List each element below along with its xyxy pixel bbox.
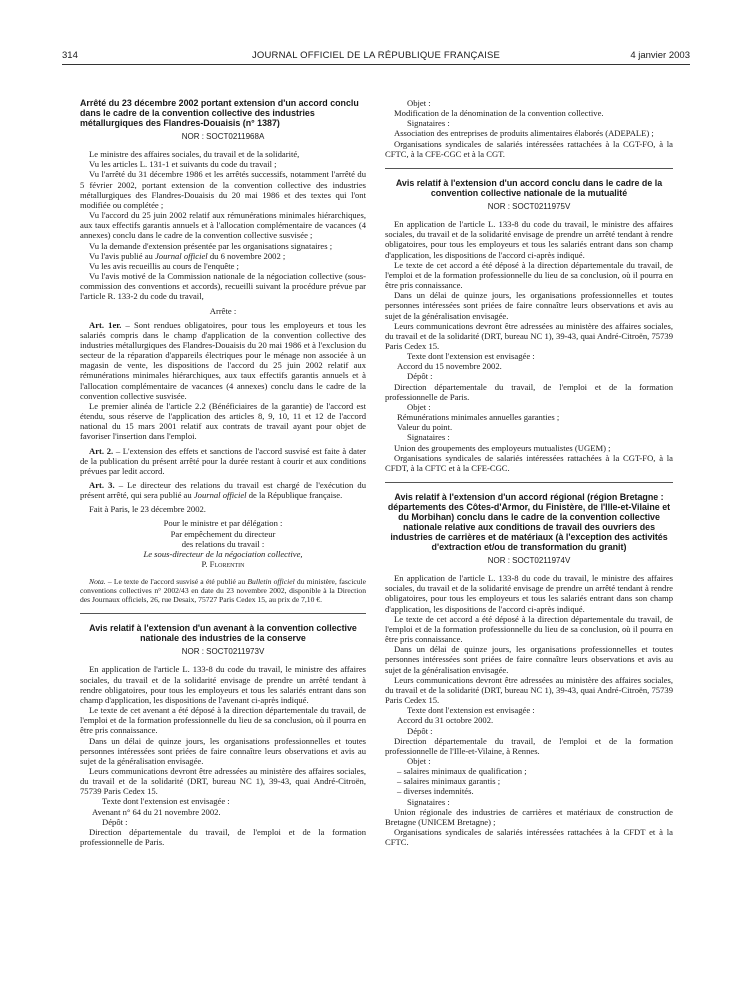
avis2-nor: NOR : SOCT0211975V	[487, 201, 571, 211]
avis1-signataire: Organisations syndicales de salariés intéressées rattachées à la CGT-FO, à la CFTC, à la CFE-CGC et à la CGT.	[385, 138, 673, 159]
left-column	[80, 98, 366, 847]
avis3-paragraph: Le texte de cet accord a été déposé à la direction départementale du travail, de l'emploi et de la formation professionnelle du lieu de sa conclusion, où il pourra en être pris connaissance.	[385, 613, 673, 645]
avis1-title: Avis relatif à l'extension d'un avenant à la convention collective nationale des industries de la conserve	[89, 623, 357, 644]
avis3-signataire: Organisations syndicales de salariés intéressées rattachées à la CFDT et à la CFTC.	[385, 827, 673, 848]
avis1-nor: NOR : SOCT0211973V	[181, 647, 265, 657]
avis2-paragraph: Le texte de cet accord a été déposé à la direction départementale du travail, de l'emploi et de la formation professionnelle du lieu de sa conclusion, où il pourra en être pris connaissance.	[385, 259, 673, 291]
signature-line: Par empêchement du directeur	[170, 528, 276, 539]
nota	[80, 577, 366, 604]
visa-paragraph: Vu les articles L. 131-1 et suivants du code du travail ;	[89, 159, 277, 170]
article-2-text: – L'extension des effets et sanctions de l'accord susvisé est faite à dater de la publication du présent arrêté pour la durée restant à courir et aux conditions prévues par ledit accord.	[80, 445, 367, 476]
visa-jo-suffix: du 6 novembre 2002 ;	[207, 250, 286, 261]
header-rule	[62, 64, 690, 65]
section-separator	[80, 613, 366, 614]
article-3	[80, 480, 366, 500]
avis3-signataires-label: Signataires :	[407, 796, 450, 807]
visa-paragraph: Vu les avis recueillis au cours de l'enquête ;	[89, 260, 239, 271]
signature-line: des relations du travail :	[181, 538, 265, 549]
avis3-paragraph: Dans un délai de quinze jours, les organisations professionnelles et toutes personnes intéressées sont priées de faire connaître leurs observations et avis au sujet de la généralisation envisagée.	[385, 644, 673, 675]
avis2-objet-item: Valeur du point.	[397, 422, 453, 433]
avis1-texte-label: Texte dont l'extension est envisagée :	[102, 796, 230, 807]
avis2-paragraph: Dans un délai de quinze jours, les organisations professionnelles et toutes personnes intéressées sont priées de faire connaître leurs observations et avis au sujet de la généralisation envisagée.	[385, 290, 673, 321]
visa-paragraph: Vu l'avis motivé de la Commission nationale de la négociation collective (sous-commission des conventions et accords), recueilli suivant la procédure prévue par l'article R. 133-2 du code du travail,	[80, 271, 366, 302]
avis2-paragraph: En application de l'article L. 133-8 du code du travail, le ministre des affaires sociales, du travail et de la solidarité envisage de prendre un arrêté tendant à rendre obligatoires, pour tous les employeurs et tous les salariés entrant dans son champ d'application, les dispositions de l'accord ci-après indiqué.	[385, 219, 673, 260]
avis3-objet-label: Objet :	[407, 755, 431, 766]
avis3-objet-item: – salaires minimaux de qualification ;	[397, 766, 527, 777]
avis3-paragraph: En application de l'article L. 133-8 du code du travail, le ministre des affaires sociales, du travail et de la solidarité envisage de prendre un arrêté tendant à rendre obligatoires, pour tous les employeurs et tous les salariés entrant dans son champ d'application, les dispositions de l'accord ci-après indiqué.	[385, 573, 673, 614]
visa-paragraph: Vu l'arrêté du 31 décembre 1986 et les arrêtés successifs, notamment l'arrêté du 5 février 2002, portant extension de la convention collective des industries métallurgiques des Flandres-Douaisis du 20 mai 1986 et des textes qui l'ont modifiée ou complétée ;	[80, 169, 366, 210]
page-header	[62, 50, 690, 64]
avis3-depot-label: Dépôt :	[407, 725, 433, 736]
article-2-label: Art. 2.	[89, 445, 114, 456]
visa-jo-prefix: Vu l'avis publié au	[89, 250, 155, 261]
avis2-signataire: Union des groupements des employeurs mutualistes (UGEM) ;	[394, 442, 611, 453]
fait-a-paris: Fait à Paris, le 23 décembre 2002.	[89, 504, 206, 515]
visa-paragraph: Vu la demande d'extension présentée par les organisations signataires ;	[89, 240, 333, 251]
arrete-nor: NOR : SOCT0211968A	[181, 132, 265, 141]
nota-text-a: – Le texte de l'accord susvisé a été publié au	[105, 577, 248, 587]
avis3-signataire: Union régionale des industries de carrières et matériaux de construction de Bretagne (UNICEM Bretagne) ;	[385, 806, 673, 827]
visa-journal-officiel	[80, 251, 366, 261]
signature-title	[80, 549, 366, 559]
section-separator	[385, 482, 673, 483]
avis3-objet-item: – diverses indemnités.	[397, 786, 474, 797]
article-3-label: Art. 3.	[89, 480, 115, 490]
article-3-text-a: – Le directeur des relations du travail est chargé de l'exécution du présent arrêté, qui sera publié au	[80, 480, 366, 501]
avis2-objet-label: Objet :	[407, 401, 431, 412]
article-2	[80, 446, 366, 476]
nota-text-b: du ministère, fascicule conventions collectives n° 2002/43 en date du 23 novembre 2002, disponible à la Direction des Journaux officiels, 26, rue Desaix, 75727 Paris Cedex 15, au prix de 7,10 €.	[80, 577, 366, 605]
avis2-paragraph: Leurs communications devront être adressées au ministère des affaires sociales, du travail et de la solidarité (DRT, bureau NC 1), 39-43, quai André-Citroën, 75739 Paris Cedex 15.	[385, 320, 673, 351]
avis3-depot-value: Direction départementale du travail, de l'emploi et de la formation professionnelle de l'Ille-et-Vilaine, à Rennes.	[385, 735, 673, 756]
avis1-depot-label: Dépôt :	[102, 816, 128, 827]
avis1-objet-label: Objet :	[407, 98, 431, 108]
avis1-depot-value: Direction départementale du travail, de l'emploi et de la formation professionnelle de Paris.	[80, 826, 366, 848]
avis3-paragraph: Leurs communications devront être adressées au ministère des affaires sociales, du travail et de la solidarité (DRT, bureau NC 1), 39-43, quai André-Citroën, 75739 Paris Cedex 15.	[385, 674, 673, 706]
avis2-depot-value: Direction départementale du travail, de l'emploi et de la formation professionnelle de Paris.	[385, 381, 673, 402]
avis3-texte-label: Texte dont l'extension est envisagée :	[407, 705, 535, 716]
signature-title-text: Le sous-directeur de la négociation collective,	[143, 548, 303, 559]
avis2-signataires-label: Signataires :	[407, 432, 450, 443]
avis1-signataire: Association des entreprises de produits alimentaires élaborés (ADEPALE) ;	[394, 128, 654, 139]
avis3-nor: NOR : SOCT0211974V	[487, 556, 571, 565]
article-1-para2: Le premier alinéa de l'article 2.2 (Bénéficiaires de la garantie) de l'accord est étendu, sous réserve de l'application des articles 8, 9, 10, 11 et 12 de l'accord national du 15 mars 2001 relatif aux contrats de travail ayant pour objet de favoriser l'insertion dans l'emploi.	[80, 400, 366, 442]
avis2-depot-label: Dépôt :	[407, 371, 433, 382]
avis2-title: Avis relatif à l'extension d'un accord conclu dans le cadre de la convention collective nationale de la mutualité	[395, 177, 663, 198]
visa-jo-italic: Journal officiel	[154, 250, 208, 261]
avis2-signataire: Organisations syndicales de salariés intéressées rattachées à la CGT-FO, à la CFDT, à la CFTC et à la CFE-CGC.	[385, 452, 673, 473]
avis3-title: Avis relatif à l'extension d'un accord régional (région Bretagne : départements des Côtes-d'Armor, du Finistère, de l'Ille-et-Vilaine et du Morbihan) conclu dans le cadre de la convention collective nationale relative aux conditions de travail des ouvriers des industries de carrières et de matériaux (à l'exception des activités d'extraction et/ou de transformation du granit)	[387, 492, 671, 552]
article-3-italic: Journal officiel	[193, 490, 247, 501]
nota-italic: Bulletin officiel	[247, 577, 295, 587]
avis1-objet-value: Modification de la dénomination de la convention collective.	[394, 108, 604, 119]
right-column	[385, 98, 673, 847]
avis3-texte-value: Accord du 31 octobre 2002.	[397, 715, 494, 726]
article-3-text-b: de la République française.	[246, 490, 343, 501]
nota-label: Nota.	[89, 577, 106, 587]
arrete-label: Arrête :	[209, 305, 237, 316]
issue-date: 4 janvier 2003	[630, 50, 690, 61]
journal-title: JOURNAL OFFICIEL DE LA RÉPUBLIQUE FRANÇAISE	[251, 50, 501, 61]
arrete-title: Arrêté du 23 décembre 2002 portant extension d'un accord conclu dans le cadre de la convention collective des industries métallurgiques des Flandres-Douaisis (n° 1387)	[80, 98, 359, 128]
avis1-texte-value: Avenant n° 64 du 21 novembre 2002.	[92, 806, 221, 817]
avis3-objet-item: – salaires minimaux garantis ;	[397, 776, 501, 787]
visa-paragraph: Le ministre des affaires sociales, du travail et de la solidarité,	[89, 149, 300, 160]
article-1-text: – Sont rendues obligatoires, pour tous les employeurs et tous les salariés compris dans le champ d'application de la convention collective des industries métallurgiques des Flandres-Douaisis du 20 mai 1986 et à l'exclusion du secteur de la réparation d'appareils électriques pour le ménage non associée à un magasin de vente, les dispositions de l'accord du 25 juin 2002 relatif aux rémunérations minimales hiérarchiques, aux taux effectifs garantis annuels et à l'allocation complémentaire de vacances (4 annexes) conclu dans le cadre de la convention collective susvisée.	[80, 319, 366, 401]
article-1-label: Art. 1er.	[89, 319, 122, 330]
avis1-paragraph: Dans un délai de quinze jours, les organisations professionnelles et toutes personnes intéressées sont priées de faire connaître leurs observations et avis au sujet de la généralisation envisagée.	[80, 735, 366, 766]
page-number: 314	[62, 50, 78, 61]
avis1-signataires-label: Signataires :	[407, 118, 450, 129]
section-separator	[385, 168, 673, 169]
avis1-paragraph: Leurs communications devront être adressées au ministère des affaires sociales, du travail et de la solidarité (DRT, bureau NC 1), 39-43, quai André-Citroën, 75739 Paris Cedex 15.	[80, 765, 366, 797]
avis2-texte-label: Texte dont l'extension est envisagée :	[407, 351, 535, 362]
avis1-paragraph: Le texte de cet avenant a été déposé à la direction départementale du travail, de l'emploi et de la formation professionnelle du lieu de sa conclusion, où il pourra en être pris connaissance.	[80, 705, 366, 736]
signature-line: Pour le ministre et par délégation :	[163, 518, 283, 529]
visa-paragraph: Vu l'accord du 25 juin 2002 relatif aux rémunérations minimales hiérarchiques, aux taux effectifs garantis annuels et à l'allocation complémentaire de vacances (4 annexes) conclu dans le cadre de la convention collective susvisée ;	[80, 210, 366, 241]
avis1-paragraph: En application de l'article L. 133-8 du code du travail, le ministre des affaires sociales, du travail et de la solidarité envisage de prendre un arrêté tendant à rendre obligatoires, pour tous les employeurs et tous les salariés entrant dans son champ d'application, les dispositions de l'avenant ci-après indiqué.	[80, 664, 366, 705]
avis2-texte-value: Accord du 15 novembre 2002.	[397, 361, 502, 372]
article-1	[80, 320, 366, 401]
signatory-name: P. Florentin	[201, 559, 245, 570]
avis2-objet-item: Rémunérations minimales annuelles garanties ;	[397, 412, 560, 423]
